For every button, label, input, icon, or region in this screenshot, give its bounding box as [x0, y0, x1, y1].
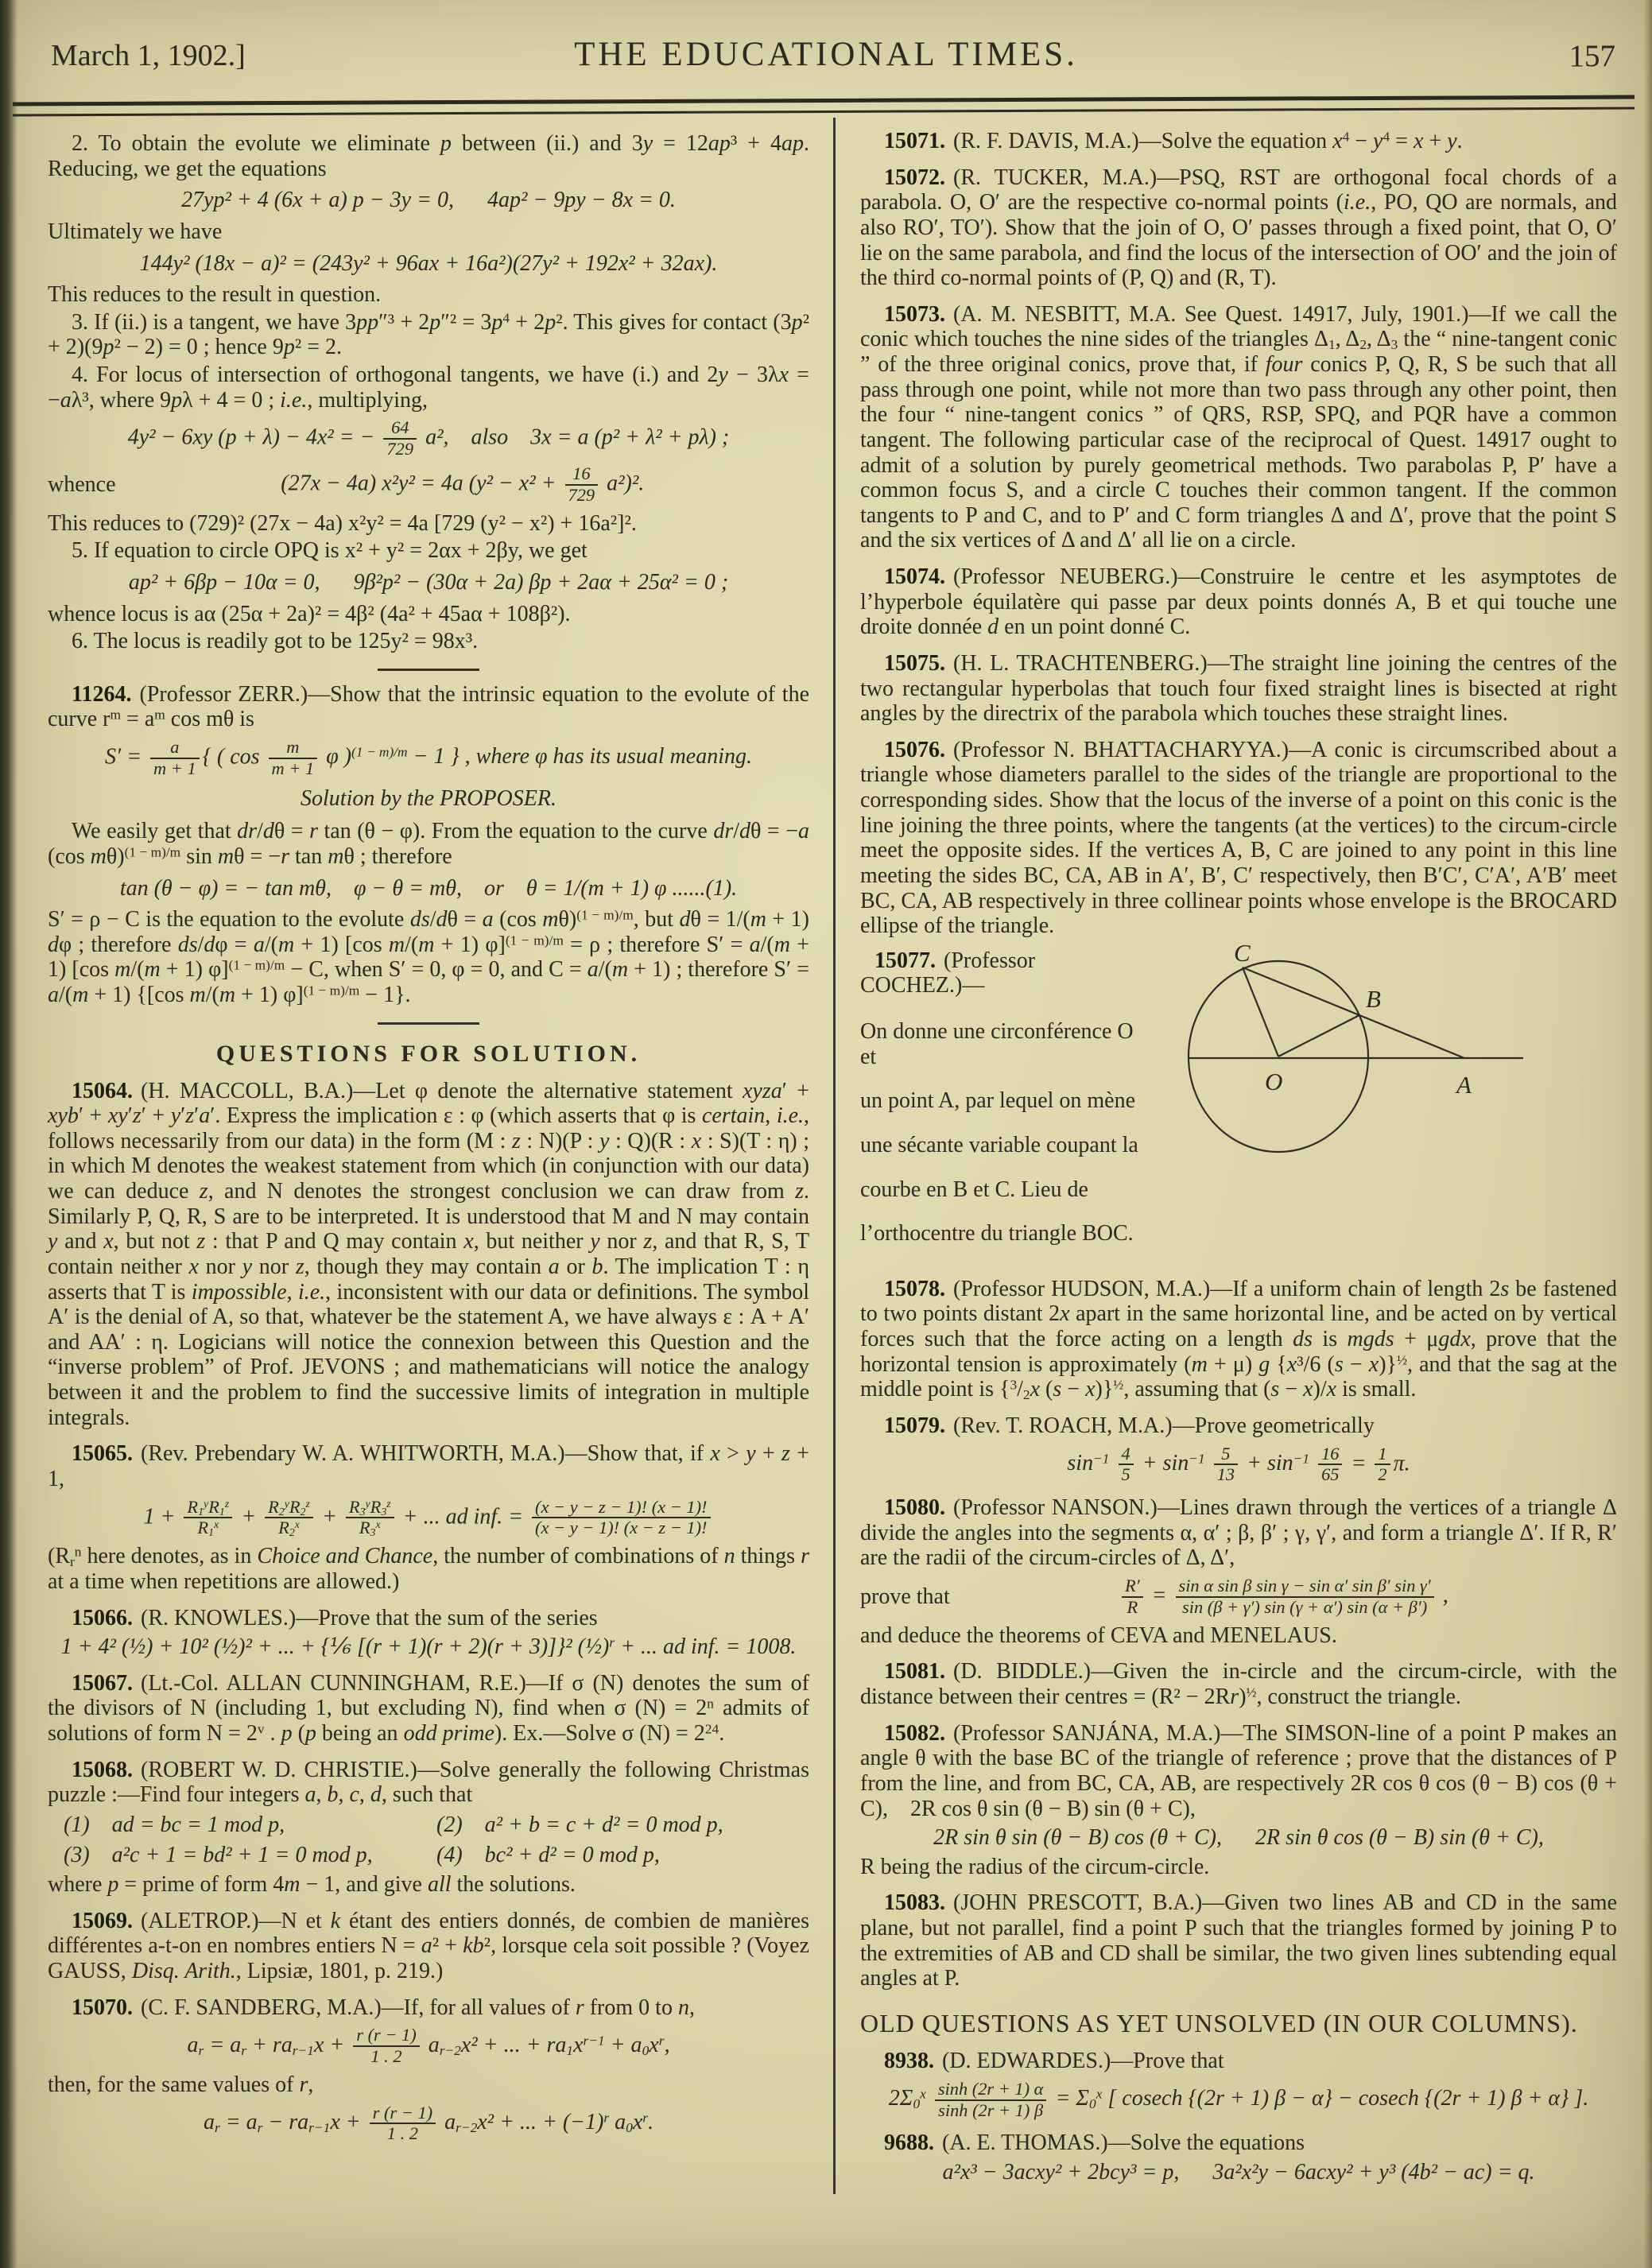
left-column: [48, 129, 809, 2150]
questions-for-solution-heading: QUESTIONS FOR SOLUTION.: [215, 1040, 642, 1067]
question-15082: [860, 1721, 1617, 1822]
numerator: R′: [1122, 1577, 1143, 1598]
denominator: $R_3^x$: [359, 1518, 381, 1540]
question-line: un point A, par lequel on mène: [860, 1088, 1136, 1114]
question-text: (Professor N. BHATTACHARYYA.)—A conic is circumscribed about a triangle whose diameters parallel to the sides of the triangle are proportional to the corresponding sides. Show that the locus of the inverse of a point on this conic is the line joining the three points, where the tangents (at the vertices) to the circum-circle meet the opposite sides. If the vertices A, B, C are joined to any point in this line meeting the sides BC, CA, AB in A′, B′, C′ respectively, then B′C′, C′A′, A′B′ meet BC, CA, AB respectively in three collinear points whose envelope is the BROCARD ellipse of the triangle.: [860, 737, 1617, 939]
question-11264: [48, 682, 809, 732]
condition-1: (1) ad = bc = 1 mod p,: [64, 1812, 285, 1837]
solution-text: Ultimately we have: [48, 219, 223, 244]
question-text: (H. MACCOLL, B.A.)—Let φ denote the alternative statement xyza′ + xyb′ + xy′z′ + y′z′a′. Express the implication ε : φ (which asserts that φ is certain, i.e., follows necessarily from our data) in the form (M : z : N)(P : y : Q)(R : x : S)(T : η) ; in which M denotes the weakest statement from which (in conjunction with our data) we can deduce z, and N denotes the strongest conclusion we can draw from z. Similarly P, Q, R, S are to be interpreted. It is understood that M and N may contain y and x, but not z : that P and Q may contain x, but neither y nor z, and that R, S, T contain neither x nor y nor z, though they may contain a or b. The implication T : η asserts that T is impossible, i.e., inconsistent with our data or definitions. The symbol A′ is the denial of A, so that, whatever be the statement A, we have always ε : A + A′ and AA′ : η. Logicians will notice the connexion between this Question and the “inverse problem” of Prof. JEVONS ; and mathematicians will notice the analogy between it and the problem to find the successive limits of integration in multiple integrals.: [48, 1078, 810, 1430]
question-number: 15079.: [884, 1413, 945, 1438]
equation-9688: a²x³ − 3acxy² + 2bcy³ = p, 3a²x²y − 6acxy² + y³ (4b² − ac) = q.: [942, 2159, 1535, 2185]
denominator: 1 . 2: [370, 2046, 402, 2067]
question-number: 15083.: [884, 1890, 945, 1916]
numerator: r (r − 1): [370, 2104, 436, 2125]
numerator: 4: [1119, 1445, 1134, 1466]
fraction: [346, 1498, 394, 1538]
equation-text: ,: [1437, 1583, 1448, 1608]
fraction: [265, 1498, 313, 1538]
label-A: A: [1456, 1070, 1472, 1099]
fraction: [383, 419, 417, 459]
solution-item-5: 5. If equation to circle OPQ is x² + y² = 2αx + 2βy, we get: [72, 538, 588, 564]
book-spine-shadow: [0, 0, 17, 2268]
numerator: $R_2^yR_2^z$: [265, 1498, 313, 1519]
denominator: 65: [1321, 1464, 1340, 1485]
secant-CBA: [1243, 967, 1464, 1058]
denominator: sinh (2r + 1) β: [938, 2099, 1044, 2120]
question-number: 15070.: [72, 1995, 133, 2020]
equation-text: $a_r = a_r - ra_{r-1}x$ +: [203, 2109, 366, 2135]
question-text-continued: R being the radius of the circum-circle.: [860, 1854, 1210, 1879]
equation: 27yp² + 4 (6x + a) p − 3y = 0, 4ap² − 9py − 8x = 0.: [181, 188, 676, 213]
numerator: 16: [1318, 1445, 1342, 1466]
question-15078: [860, 1277, 1617, 1402]
circle-diagram: [1159, 944, 1533, 1182]
question-number: 15075.: [884, 650, 945, 676]
question-number: 15067.: [72, 1670, 133, 1696]
question-number: 15066.: [72, 1605, 133, 1630]
question-line: On donne une circonférence O et: [860, 1019, 1134, 1069]
denominator: sin (β + γ′) sin (γ + α′) sin (α + β′): [1182, 1596, 1428, 1617]
condition-3: (3) a²c + 1 = bd² + 1 = 0 mod p,: [64, 1842, 373, 1867]
question-heading-line: [860, 948, 1140, 998]
question-number: 15072.: [884, 165, 945, 190]
question-text: (R. F. DAVIS, M.A.)—Solve the equation $x^4 - y^4 = x + y$.: [953, 129, 1463, 153]
fraction: [532, 1498, 710, 1538]
question-number: 15076.: [884, 737, 945, 762]
question-text-continued: where p = prime of form 4m − 1, and give all the solutions.: [48, 1872, 576, 1898]
question-text: (Professor HUDSON, M.A.)—If a uniform chain of length 2s be fastened to two points distant 2x apart in the same horizontal line, and be acted on by vertical forces such that the force acting on a length ds is mgds + μgdx, prove that the horizontal tension is approximately (m + μ) g {x³/6 (s − x)}$^{\frac{1}{2}}$, and that the sag at the middle point is {$^3/_2x$ (s − x)}$^{\frac{1}{2}}$, assuming that (s − x)/x is small.: [860, 1276, 1617, 1403]
puzzle-conditions-row-1: [48, 1812, 809, 1838]
fraction: [1176, 1577, 1434, 1617]
equation-text: $a_r = a_r + ra_{r-1}x$ +: [187, 2032, 351, 2058]
numerator: 5: [1214, 1445, 1238, 1466]
solution-text: whence locus is aα (25α + 2a)² = 4β² (4a² + 45aα + 108β²).: [48, 601, 571, 626]
equation-text: +: [235, 1503, 262, 1529]
equation: [48, 419, 809, 459]
equation-text: π.: [1393, 1450, 1410, 1475]
numerator: m: [269, 739, 318, 759]
equation-text: (27x − 4a) x²y² = 4a (y² − x² +: [281, 471, 562, 496]
question-15068: [48, 1758, 809, 1808]
section-separator-rule: [378, 1022, 479, 1025]
fraction: [269, 739, 318, 778]
section-separator-rule: [378, 669, 479, 671]
question-number: 9688.: [884, 2130, 934, 2156]
denominator: m + 1: [153, 758, 196, 778]
fraction: [1318, 1445, 1342, 1485]
fraction: [1119, 1445, 1134, 1485]
fraction: [1214, 1445, 1238, 1485]
equation: tan (θ − φ) = − tan mθ, φ − θ = mθ, or θ = 1/(m + 1) φ ......(1).: [119, 875, 738, 901]
question-number: 15068.: [72, 1757, 133, 1782]
question-15065: [48, 1441, 809, 1491]
question-15077: [860, 943, 1617, 1266]
equation-text: $a_{r-2}x^2$ + ... + $(-1)^r$ $a_0x^r$.: [439, 2109, 654, 2135]
question-15069: [48, 1909, 809, 1984]
solution-text: This reduces to the result in question.: [48, 282, 382, 308]
equation-text: 1 +: [143, 1503, 181, 1529]
solution-text: This reduces to (729)² (27x − 4a) x²y² = 4a [729 (y² − x²) + 16a²]².: [48, 510, 637, 536]
denominator: R: [1127, 1596, 1138, 1617]
question-text: (A. M. NESBITT, M.A. See Quest. 14917, July, 1901.)—If we call the conic which touches the nine sides of the triangles $\Delta_1$, $\Delta_2$, $\Delta_3$ the “ nine-tangent conic ” of the three original conics, prove that, if four conics P, Q, R, S be such that all pass through one point, while not more than two pass through any other point, then the four “ nine-tangent conics ” of QRS, RSP, SPQ, and PQR have a common tangent. The following particular case of the reciprocal of Quest. 14917 ought to admit of a solution by purely geometrical methods. Two parabolas P, P′ have a common focus S, and a circle C touches their common tangent. If the common tangents to P and C, and to P′ and C form triangles Δ and Δ′, prove that the point S and the six vertices of Δ and Δ′ all lie on a circle.: [860, 301, 1618, 553]
question-number: 15071.: [884, 129, 945, 153]
question-number: 8938.: [884, 2049, 934, 2074]
question-text: (Rev. Prebendary W. A. WHITWORTH, M.A.)—Show that, if x > y + z + 1,: [48, 1441, 810, 1491]
equation-text: $a_{r-2}x^2$ + ... + $ra_1x^{r-1} + a_0x^r$,: [422, 2032, 670, 2058]
question-text: (ALETROP.)—N et k étant des entiers donnés, de combien de manières différentes a-t-on en nombres entiers N = a² + kb², lorsque cela soit possible ? (Voyez GAUSS, Disq. Arith., Lipsiæ, 1801, p. 219.): [48, 1908, 809, 1984]
question-text-continued: and deduce the theorems of CEVA and MENELAUS.: [860, 1622, 1337, 1648]
label-C: C: [1234, 943, 1251, 967]
question-15080: [860, 1495, 1617, 1571]
equation-15070a: [48, 2026, 809, 2066]
solution-by-line: Solution by the PROPOSER.: [301, 785, 556, 811]
question-15066: [48, 1606, 809, 1631]
numerator: a: [150, 739, 200, 759]
solution-item-6: 6. The locus is readily got to be 125y² = 98x³.: [72, 629, 479, 654]
denominator: 13: [1216, 1464, 1235, 1485]
question-text: (A. E. THOMAS.)—Solve the equations: [942, 2130, 1305, 2156]
question-line: courbe en B et C. Lieu de: [860, 1177, 1088, 1202]
equation-text: + ... ad inf. =: [397, 1503, 529, 1529]
question-number: 15074.: [884, 564, 945, 589]
numerator: r (r − 1): [353, 2026, 419, 2047]
page-right-edge-shadow: [1644, 0, 1652, 2268]
question-number: 15073.: [884, 301, 945, 327]
question-number: 15078.: [884, 1276, 945, 1301]
question-15070: [48, 1995, 809, 2021]
question-15071: [860, 129, 1617, 154]
question-number: 11264.: [72, 681, 132, 707]
question-text: (C. F. SANDBERG, M.A.)—If, for all values of r from 0 to n,: [141, 1995, 695, 2020]
question-number: 15069.: [72, 1908, 133, 1933]
fraction: [370, 2104, 436, 2144]
question-9688: [860, 2130, 1617, 2156]
numerator: $R_1^yR_1^z$: [184, 1498, 232, 1519]
equation-text: = $\Sigma_0^x$ [ cosech {(2r + 1) β − α} − cosech {(2r + 1) β + α} ].: [1049, 2085, 1589, 2111]
equation-text: =: [1146, 1583, 1173, 1608]
numerator: 16: [565, 465, 599, 486]
equation-text: 4y² − 6xy (p + λ) − 4x² = −: [127, 425, 381, 450]
equation-text: =: [1345, 1450, 1372, 1475]
whence-equation-row: [48, 465, 809, 505]
puzzle-conditions-row-2: [48, 1843, 809, 1868]
equation-text: a²)².: [601, 471, 645, 496]
question-15073: [860, 302, 1617, 553]
equation-text: + $\sin^{-1}$: [1136, 1450, 1205, 1475]
condition-2: (2) a² + b = c + d² = 0 mod p,: [436, 1812, 723, 1837]
old-questions-heading: OLD QUESTIONS AS YET UNSOLVED (IN OUR COLUMNS).: [860, 2008, 1578, 2037]
denominator: 1 . 2: [386, 2123, 418, 2144]
equation-11264: [48, 739, 809, 778]
question-number: 15081.: [884, 1659, 945, 1685]
equation-15066: 1 + 4² (½) + 10² (½)² + ... + {⅙ [(r + 1)(r + 2)(r + 3)]}² (½)$^r$ + ... ad inf. = 1008.: [60, 1634, 797, 1660]
denominator: (x − y − 1)! (x − z − 1)!: [535, 1518, 708, 1538]
question-number: 15064.: [72, 1078, 133, 1103]
whence-label: whence: [48, 471, 116, 497]
question-15067: [48, 1671, 809, 1747]
question-text: (Professor NANSON.)—Lines drawn through the vertices of a triangle Δ divide the angles into the segments α, α′ ; β, β′ ; γ, γ′, and form a triangle Δ′. If R, R′ are the radii of the circum-circles of Δ, Δ′,: [860, 1495, 1617, 1571]
question-text: (JOHN PRESCOTT, B.A.)—Given two lines AB and CD in the same plane, but not parallel, find a point P such that the triangles formed by joining P to the extremities of AB and CD shall be similar, the two given lines subtending equal angles at P.: [860, 1890, 1617, 1991]
equation-text: { ( cos: [202, 744, 266, 770]
equation-15070b: [48, 2104, 809, 2144]
question-text-continued: then, for the same values of r,: [48, 2072, 314, 2097]
fraction: [150, 739, 200, 778]
right-column: [860, 129, 1617, 2189]
question-text: (R. TUCKER, M.A.)—PSQ, RST are orthogonal focal chords of a parabola. O, O′ are the respective co-normal points (i.e., PO, QO are normals, and also RO′, TO′). Show that the join of O, O′ passes through a fixed point, that O, O′ lie on the same parabola, and find the locus of the intersection of OO′ and the join of the third co-normal points of (P, Q) and (R, T).: [860, 165, 1617, 291]
prove-that-label: prove that: [860, 1584, 950, 1610]
question-note: ($R_r^n$ here denotes, as in Choice and Chance, the number of combinations of n things r at a time when repetitions are allowed.): [48, 1544, 809, 1594]
question-15079: [860, 1413, 1617, 1439]
fraction: [1375, 1445, 1390, 1485]
question-15072: [860, 165, 1617, 291]
journal-title: THE EDUCATIONAL TIMES.: [574, 36, 1078, 73]
question-text: (Professor NEUBERG.)—Construire le centre et les asymptotes de l’hyperbole équilatère qui passe par deux points donnés A, B et qui touche une droite donnée d en un point donné C.: [860, 564, 1617, 640]
numerator: 64: [383, 419, 417, 440]
question-15074: [860, 564, 1617, 640]
question-text: (H. L. TRACHTENBERG.)—The straight line joining the centres of the two rectangular hyperbolas that touch four fixed straight lines is bisected at right angles by the directrix of the parabola which touches these straight lines.: [860, 650, 1617, 727]
solution-paragraph: We easily get that dr/dθ = r tan (θ − φ). From the equation to the curve dr/dθ = −a (cos mθ)$^{(1 - m)/m}$ sin mθ = −r tan mθ ; therefore: [48, 819, 810, 869]
question-15075: [860, 651, 1617, 727]
question-text: (Rev. T. ROACH, M.A.)—Prove geometrically: [953, 1413, 1375, 1438]
label-B: B: [1366, 984, 1381, 1013]
fraction: [935, 2080, 1047, 2120]
question-15083: [860, 1890, 1617, 1991]
denominator: 5: [1121, 1464, 1130, 1485]
question-text: (D. BIDDLE.)—Given the in-circle and the circum-circle, with the distance between their centres = $(R^2 - 2Rr)^{\frac{1}{2}}$, construct the triangle.: [860, 1659, 1617, 1709]
question-number: 15080.: [884, 1495, 945, 1521]
solution-item-2: 2. To obtain the evolute we eliminate p between (ii.) and 3y = 12ap³ + 4ap. Reducing, we get the equations: [48, 131, 810, 181]
numerator: $R_3^yR_3^z$: [346, 1498, 394, 1519]
page-number: 157: [1569, 39, 1615, 73]
equation: 144y² (18x − a)² = (243y² + 96ax + 16a²)(27y² + 192x² + 32ax).: [139, 250, 718, 276]
equation-text: $2\Sigma_0^x$: [888, 2085, 926, 2111]
fraction: [353, 2026, 419, 2066]
solution-item-4: 4. For locus of intersection of orthogonal tangents, we have (i.) and 2y − 3λx = −aλ³, where 9pλ + 4 = 0 ; i.e., multiplying,: [48, 362, 810, 413]
equation-15079: [860, 1445, 1617, 1485]
question-number: 15065.: [72, 1441, 133, 1467]
question-number: 15082.: [884, 1720, 945, 1746]
question-text: (Lt.-Col. ALLAN CUNNINGHAM, R.E.)—If σ (N) denotes the sum of the divisors of N (including 1, but excluding N), find when σ $(N) = 2^n$ admits of solutions of form $N = 2^v$ . p (p being an odd prime). Ex.—Solve σ $(N) = 2^{24}$.: [48, 1670, 809, 1747]
numerator: (x − y − z − 1)! (x − 1)!: [532, 1498, 710, 1519]
column-divider-rule: [833, 118, 836, 2194]
question-text: (Professor SANJÁNA, M.A.)—The SIMSON-line of a point P makes an angle θ with the base BC of the triangle of reference ; prove that the distances of P from the line, and from BC, CA, AB, are respectively 2R cos θ cos (θ − B) cos (θ + C), 2R cos θ sin (θ − B) sin (θ + C),: [860, 1720, 1617, 1821]
question-text: (ROBERT W. D. CHRISTIE.)—Solve generally the following Christmas puzzle :—Find four integers a, b, c, d, such that: [48, 1757, 809, 1808]
question-text: (D. EDWARDES.)—Prove that: [942, 2049, 1224, 2074]
equation: ap² + 6βp − 10α = 0, 9β²p² − (30α + 2a) βp + 2aα + 25α² = 0 ;: [128, 569, 729, 595]
denominator: 2: [1378, 1464, 1387, 1485]
question-line: une sécante variable coupant la: [860, 1132, 1138, 1157]
equation-text: $\sin^{-1}$: [1067, 1450, 1110, 1475]
issue-date: March 1, 1902.]: [51, 39, 246, 72]
fraction: [1122, 1577, 1143, 1617]
equation-15065: [48, 1498, 809, 1538]
equation-text: S′ =: [104, 744, 148, 770]
equation-text: +: [316, 1503, 343, 1529]
denominator: 729: [386, 439, 414, 459]
question-text: (Professor ZERR.)—Show that the intrinsic equation to the evolute of the curve $r^m = a^m$ cos mθ is: [48, 681, 809, 732]
numerator: sinh (2r + 1) α: [935, 2080, 1047, 2101]
question-15081: [860, 1659, 1617, 1709]
denominator: $R_1^x$: [197, 1518, 219, 1540]
fraction: [184, 1498, 232, 1538]
numerator: sin α sin β sin γ − sin α′ sin β′ sin γ′: [1176, 1577, 1434, 1598]
prove-that-equation-row: [860, 1577, 1617, 1617]
condition-4: (4) bc² + d² = 0 mod p,: [436, 1842, 660, 1867]
question-15076: [860, 738, 1617, 939]
header-double-rule: [13, 95, 1635, 117]
denominator: $R_2^x$: [278, 1518, 300, 1540]
question-author: (Professor COCHEZ.)—: [860, 948, 1036, 998]
question-8938: [860, 2049, 1617, 2074]
equation-15082: 2R sin θ sin (θ − B) cos (θ + C), 2R sin θ cos (θ − B) sin (θ + C),: [933, 1825, 1544, 1851]
solution-paragraph: S′ = ρ − C is the equation to the evolute ds/dθ = a (cos mθ)$^{(1 - m)/m}$, but dθ = 1/(m + 1) dφ ; therefore ds/dφ = a/(m + 1) [cos m/(m + 1) φ]$^{(1 - m)/m}$ = ρ ; therefore S′ = a/(m + 1) [cos m/(m + 1) φ]$^{(1 - m)/m}$ − C, when S′ = 0, φ = 0, and C = a/(m + 1) ; therefore S′ = a/(m + 1) {[cos m/(m + 1) φ]$^{(1 - m)/m}$ − 1}.: [48, 907, 809, 1008]
question-15064: [48, 1079, 809, 1431]
denominator: m + 1: [271, 758, 315, 778]
fraction: [565, 465, 599, 505]
equation-text: φ )$^{(1 - m)/m}$ − 1 } , where φ has its usual meaning.: [320, 744, 753, 770]
question-text: (R. KNOWLES.)—Prove that the sum of the series: [141, 1605, 598, 1630]
question-line: l’orthocentre du triangle BOC.: [860, 1221, 1134, 1246]
solution-item-3: 3. If (ii.) is a tangent, we have $3pp''^3 + 2p''^2 = 3p^4 + 2p^2$. This gives for contact (3p² + 2)(9p² − 2) = 0 ; hence 9p² = 2.: [48, 309, 809, 360]
equation-text: + $\sin^{-1}$: [1241, 1450, 1310, 1475]
equation-8938: [860, 2080, 1617, 2120]
denominator: 729: [568, 484, 595, 505]
numerator: 1: [1375, 1445, 1390, 1466]
radius-OB: [1278, 1015, 1359, 1056]
question-number: 15077.: [874, 948, 936, 973]
question-15077-text: [860, 948, 1140, 1266]
label-O: O: [1265, 1067, 1283, 1095]
equation-text: a², also 3x = a (p² + λ² + pλ) ;: [420, 425, 730, 450]
